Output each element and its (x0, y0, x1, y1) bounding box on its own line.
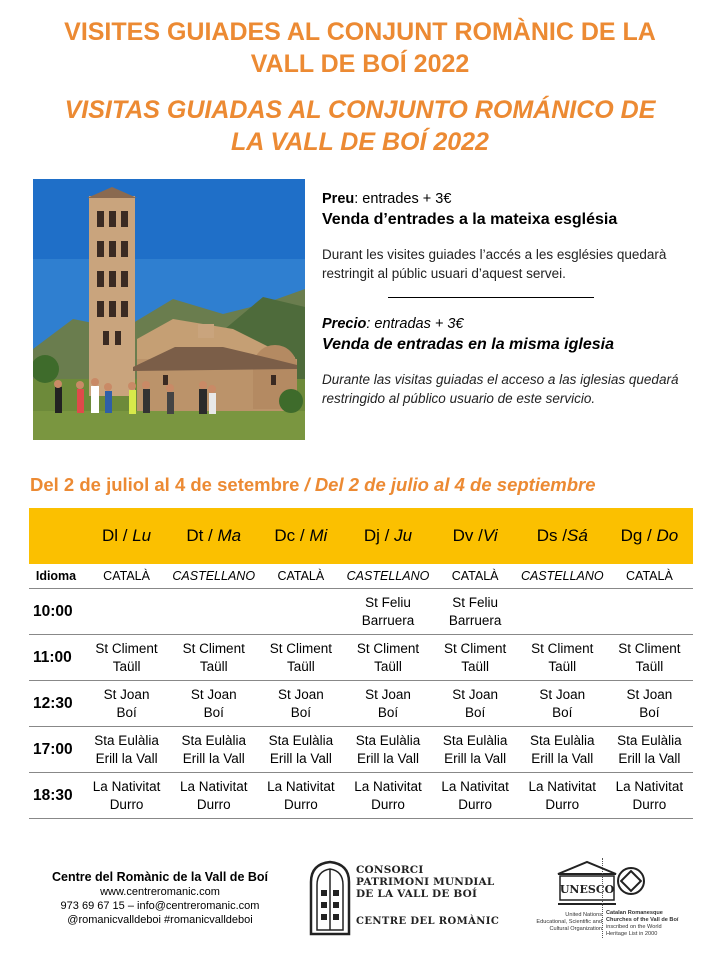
day-separator: / (295, 526, 310, 545)
price-catalan-label: Preu (322, 191, 355, 207)
heritage-site-text (606, 910, 720, 938)
visit-cell (606, 681, 693, 727)
visit-cell (606, 589, 693, 635)
price-catalan (322, 189, 714, 209)
visit-cell (170, 727, 257, 773)
title-spanish (0, 94, 720, 158)
time-cell: 18:30 (29, 773, 83, 819)
village-name: Erill la Vall (444, 750, 507, 766)
village-name: Boí (465, 704, 486, 720)
sale-spanish: Venda de entradas en la misma iglesia (322, 336, 614, 353)
visit-cell (170, 589, 257, 635)
day-spanish: Do (656, 526, 679, 545)
village-name: Durro (458, 796, 493, 812)
church-window-icon (308, 860, 352, 936)
unesco-logo (530, 858, 720, 938)
church-photo-illustration (33, 179, 305, 440)
village-name: Boí (290, 704, 311, 720)
day-catalan: Ds (536, 526, 558, 545)
village-name: Durro (196, 796, 231, 812)
day-catalan: Dg (620, 526, 643, 545)
village-name: Taüll (548, 658, 577, 674)
village-name: Barruera (361, 612, 415, 628)
footer-org-name: Centre del Romànic de la Vall de Boí (51, 870, 269, 884)
visit-cell (257, 773, 344, 819)
visit-cell (432, 727, 519, 773)
footer-contact (30, 869, 290, 927)
unesco-logo-text: UNESCO (559, 883, 615, 896)
church-name: St Joan (539, 686, 586, 702)
visit-cell (432, 589, 519, 635)
day-separator: / (118, 526, 133, 545)
world-heritage-emblem-icon (616, 866, 646, 896)
heritage-site-line: Churches of the Vall de Boí (606, 917, 679, 923)
village-name: Taüll (199, 658, 228, 674)
title-spanish-line-2: LA VALL DE BOÍ 2022 (231, 128, 489, 156)
village-name: Boí (377, 704, 399, 720)
date-range-spanish: Del 2 de julio al 4 de septiembre (314, 474, 596, 495)
church-name: St Joan (190, 686, 237, 702)
village-name: Boí (639, 704, 660, 720)
church-name: St Feliu (365, 594, 411, 610)
church-name: St Joan (365, 686, 411, 702)
heritage-site-line: Catalan Romanesque (606, 910, 663, 916)
visit-cell (257, 681, 344, 727)
day-catalan: Dj (363, 526, 380, 545)
time-cell: 10:00 (29, 589, 83, 635)
village-name: Taüll (286, 658, 315, 674)
village-name: Erill la Vall (618, 750, 681, 766)
day-separator: / (473, 526, 483, 545)
church-name: St Climent (531, 640, 594, 656)
church-name: La Nativitat (441, 778, 509, 794)
visit-cell (170, 773, 257, 819)
visit-cell (344, 635, 431, 681)
day-header (344, 508, 431, 564)
church-name: Sta Eulàlia (94, 732, 159, 748)
time-cell: 11:00 (29, 635, 83, 681)
language-cell: CATALÀ (606, 564, 693, 589)
church-name: St Climent (269, 640, 332, 656)
price-catalan-text: : entrades + 3€ (354, 191, 452, 207)
church-name: St Feliu (452, 594, 499, 610)
village-name: Erill la Vall (95, 750, 158, 766)
day-spanish: Ma (217, 526, 242, 545)
visit-cell (170, 681, 257, 727)
church-name: Sta Eulàlia (181, 732, 246, 748)
date-range (30, 474, 710, 496)
language-cell: CATALÀ (83, 564, 170, 589)
restriction-spanish: Durante las visitas guiadas el acceso a las iglesias quedará restringido al público usuario de este servicio. (322, 372, 679, 406)
visit-cell (519, 681, 606, 727)
time-row (29, 635, 693, 681)
visit-cell (432, 635, 519, 681)
visit-cell (519, 727, 606, 773)
church-name: La Nativitat (615, 778, 684, 794)
day-header (257, 508, 344, 564)
village-name: Boí (552, 704, 573, 720)
church-name: St Climent (618, 640, 681, 656)
visit-cell (170, 635, 257, 681)
church-photo (33, 179, 305, 440)
church-name: Sta Eulàlia (530, 732, 595, 748)
unesco-divider (602, 858, 603, 938)
language-cell: CASTELLANO (519, 564, 606, 589)
day-separator: / (379, 526, 395, 545)
church-name: Sta Eulàlia (268, 732, 334, 748)
church-name: St Climent (95, 640, 158, 656)
day-header-row (29, 508, 693, 564)
village-name: Durro (545, 796, 580, 812)
language-row (29, 564, 693, 589)
day-catalan: Dt (186, 526, 204, 545)
village-name: Erill la Vall (269, 750, 332, 766)
price-spanish (322, 314, 714, 334)
visit-cell (257, 589, 344, 635)
church-name: St Climent (182, 640, 245, 656)
church-name: St Joan (452, 686, 499, 702)
visit-cell (83, 589, 170, 635)
time-row (29, 681, 693, 727)
church-name: La Nativitat (354, 778, 422, 794)
church-name: La Nativitat (179, 778, 248, 794)
visit-cell (344, 727, 431, 773)
day-catalan: Dv (452, 526, 474, 545)
language-cell: CATALÀ (432, 564, 519, 589)
unesco-org-line: Educational, Scientific and (536, 919, 602, 925)
church-name: St Joan (626, 686, 673, 702)
price-spanish-text: : entradas + 3€ (366, 316, 464, 332)
day-spanish: Ju (394, 526, 413, 545)
visit-cell (257, 727, 344, 773)
unesco-org-line: Cultural Organization (549, 926, 602, 932)
village-name: Durro (632, 796, 667, 812)
heritage-site-line: Heritage List in 2000 (606, 931, 658, 937)
day-spanish: Lu (132, 526, 152, 545)
language-cell: CASTELLANO (170, 564, 257, 589)
church-name: Sta Eulàlia (442, 732, 508, 748)
day-catalan: Dc (274, 526, 296, 545)
village-name: Boí (203, 704, 224, 720)
village-name: Boí (116, 704, 137, 720)
church-name: St Climent (356, 640, 420, 656)
time-row (29, 589, 693, 635)
price-spanish-label: Precio (322, 316, 367, 332)
schedule-table (29, 508, 693, 819)
village-name: Durro (109, 796, 144, 812)
day-separator: / (642, 526, 657, 545)
visit-cell (606, 773, 693, 819)
consorci-line: CONSORCI (356, 864, 424, 876)
day-header (606, 508, 693, 564)
visit-cell (83, 635, 170, 681)
sale-catalan: Venda d’entrades a la mateixa església (322, 211, 618, 228)
header-corner (29, 508, 83, 564)
consorci-line: PATRIMONI MUNDIAL (356, 876, 495, 888)
day-spanish: Vi (482, 526, 498, 545)
church-name: La Nativitat (267, 778, 335, 794)
church-name: Sta Eulàlia (617, 732, 682, 748)
day-header (170, 508, 257, 564)
visit-cell (606, 727, 693, 773)
title-catalan-line-1: VISITES GUIADES AL CONJUNT ROMÀNIC DE LA (64, 18, 656, 46)
day-separator: / (557, 526, 567, 545)
church-name: La Nativitat (528, 778, 597, 794)
footer-phone-email: 973 69 67 15 – info@centreromanic.com (60, 900, 260, 912)
day-catalan: Dl (101, 526, 119, 545)
church-name: St Climent (443, 640, 507, 656)
church-name: La Nativitat (92, 778, 161, 794)
heritage-site-line: inscribed on the World (606, 924, 662, 930)
day-separator: / (203, 526, 218, 545)
church-name: St Joan (103, 686, 150, 702)
visit-cell (519, 589, 606, 635)
day-spanish: Mi (309, 526, 328, 545)
visit-cell (83, 681, 170, 727)
village-name: Taüll (635, 658, 664, 674)
separator-line (388, 297, 594, 298)
time-row (29, 727, 693, 773)
language-cell: CATALÀ (257, 564, 344, 589)
village-name: Erill la Vall (531, 750, 594, 766)
language-cell: CASTELLANO (344, 564, 431, 589)
title-spanish-line-1: VISITAS GUIADAS AL CONJUNTO ROMÁNICO DE (64, 96, 656, 124)
day-spanish: Sá (566, 526, 588, 545)
unesco-org-line: United Nations (565, 912, 602, 918)
time-cell: 12:30 (29, 681, 83, 727)
church-name: Sta Eulàlia (355, 732, 421, 748)
village-name: Erill la Vall (356, 750, 419, 766)
village-name: Durro (371, 796, 405, 812)
village-name: Durro (283, 796, 318, 812)
visit-cell (519, 773, 606, 819)
centre-romanic-text: CENTRE DEL ROMÀNIC (356, 916, 500, 927)
date-range-catalan: Del 2 de juliol al 4 de setembre (30, 474, 305, 495)
consorci-line: DE LA VALL DE BOÍ (356, 888, 478, 900)
visit-cell (83, 773, 170, 819)
footer-social: @romanicvalldeboi #romanicvalldeboi (67, 914, 253, 926)
unesco-org-text (530, 912, 602, 933)
visit-cell (83, 727, 170, 773)
church-name: St Joan (277, 686, 324, 702)
visit-cell (257, 635, 344, 681)
visit-cell (519, 635, 606, 681)
restriction-catalan: Durant les visites guiades l’accés a les esglésies quedarà restringit al públic usuari d’aquest servei. (322, 247, 667, 281)
title-catalan-line-2: VALL DE BOÍ 2022 (250, 50, 470, 78)
title-catalan (0, 16, 720, 80)
village-name: Erill la Vall (182, 750, 245, 766)
visit-cell (344, 773, 431, 819)
visit-cell (344, 681, 431, 727)
visit-cell (606, 635, 693, 681)
time-row (29, 773, 693, 819)
time-cell: 17:00 (29, 727, 83, 773)
footer-website[interactable]: www.centreromanic.com (100, 886, 220, 898)
village-name: Taüll (461, 658, 490, 674)
unesco-temple-icon (552, 860, 622, 908)
day-header (432, 508, 519, 564)
visit-cell (432, 681, 519, 727)
village-name: Taüll (112, 658, 141, 674)
date-range-separator: / (304, 474, 315, 495)
language-label: Idioma (29, 564, 83, 589)
village-name: Barruera (448, 612, 502, 628)
visit-cell (344, 589, 431, 635)
price-info (322, 189, 714, 408)
day-header (83, 508, 170, 564)
day-header (519, 508, 606, 564)
visit-cell (432, 773, 519, 819)
village-name: Taüll (374, 658, 402, 674)
consorci-text (356, 864, 494, 900)
consorci-logo (306, 858, 506, 936)
